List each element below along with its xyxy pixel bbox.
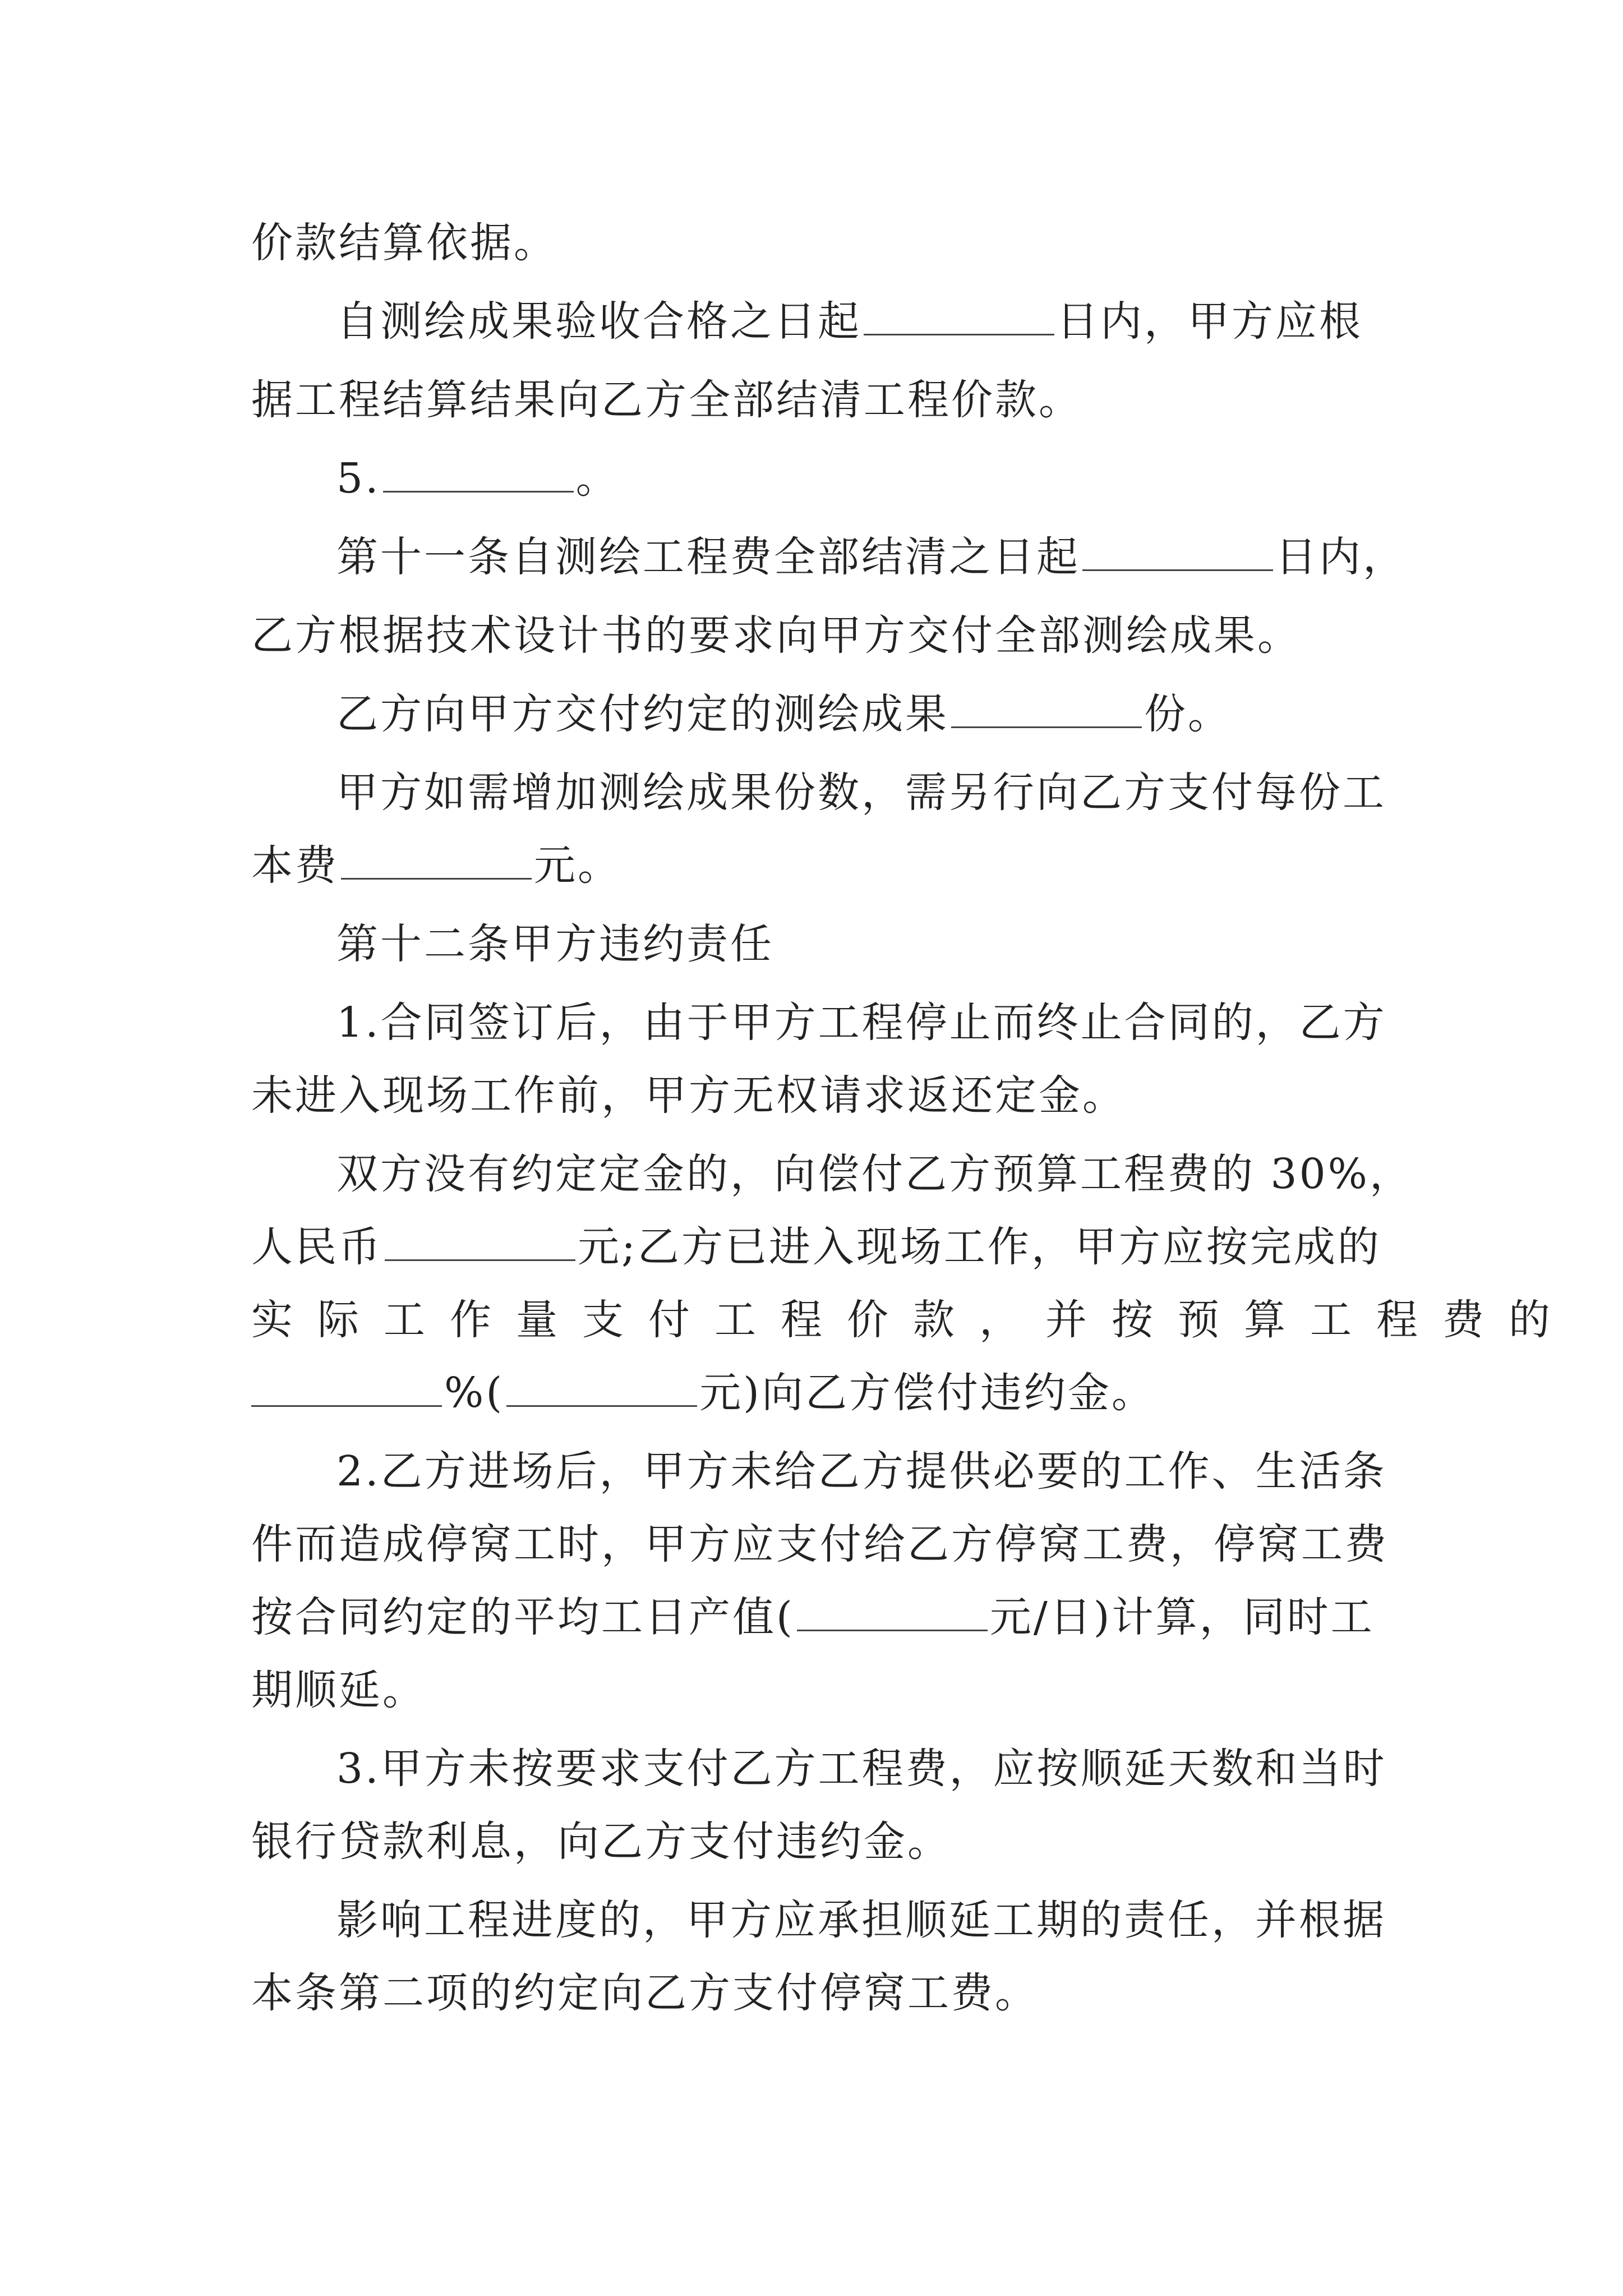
text-line xyxy=(251,1811,1381,1872)
text-span: 甲方如需增加测绘成果份数，需另行向乙方支付每份工 xyxy=(336,769,1386,817)
text-span: 2.乙方进场后，甲方未给乙方提供必要的工作、生活条 xyxy=(336,1447,1387,1496)
text-span: 3.甲方未按要求支付乙方工程费，应按顺延天数和当时 xyxy=(336,1745,1387,1793)
text-line xyxy=(336,1441,1387,1502)
text-span: 银行贷款利息，向乙方支付违约金。 xyxy=(251,1818,951,1866)
text-span: 元)向乙方偿付违约金。 xyxy=(699,1369,1156,1417)
text-line xyxy=(336,526,1407,588)
text-line xyxy=(336,291,1381,352)
fill-blank[interactable] xyxy=(506,1372,697,1407)
text-span: 1.合同签订后，由于甲方工程停止而终止合同的，乙方 xyxy=(336,999,1387,1047)
text-span: 件而造成停窝工时，甲方应支付给乙方停窝工费，停窝工费 xyxy=(251,1520,1389,1568)
text-line xyxy=(251,1216,1381,1278)
text-span: 份。 xyxy=(1144,690,1232,738)
fill-blank[interactable] xyxy=(385,1226,575,1261)
text-span: 元。 xyxy=(534,841,621,890)
text-line xyxy=(251,1586,1381,1648)
text-line-justified xyxy=(251,1289,1575,1351)
text-span: 实际工作量支付工程价款，并按预算工程费的 xyxy=(251,1296,1575,1344)
text-line xyxy=(336,913,1381,975)
text-line xyxy=(336,683,1381,745)
text-line xyxy=(336,1143,1413,1205)
fill-blank[interactable] xyxy=(864,300,1054,335)
text-span: 。 xyxy=(575,454,620,503)
text-line xyxy=(251,369,1381,431)
text-span: 元/日)计算，同时工 xyxy=(989,1593,1375,1641)
text-span: 元;乙方已进入现场工作，甲方应按完成的 xyxy=(578,1223,1381,1271)
text-span: 按合同约定的平均工日产值( xyxy=(251,1593,795,1641)
text-line xyxy=(336,1889,1386,1951)
text-span: 日内， xyxy=(1275,533,1407,581)
text-span: 第十二条甲方违约责任 xyxy=(336,920,774,968)
text-line xyxy=(336,448,1381,509)
text-span: 第十一条自测绘工程费全部结清之日起 xyxy=(336,533,1080,581)
text-span: 乙方根据技术设计书的要求向甲方交付全部测绘成果。 xyxy=(251,611,1301,660)
fill-blank[interactable] xyxy=(383,457,574,493)
fill-blank[interactable] xyxy=(797,1596,988,1631)
text-span: 人民币 xyxy=(251,1223,382,1271)
text-span: 期顺延。 xyxy=(251,1666,426,1714)
text-line xyxy=(336,992,1387,1053)
text-line xyxy=(251,605,1381,666)
fill-blank[interactable] xyxy=(341,844,532,880)
fill-blank[interactable] xyxy=(951,693,1142,728)
text-line xyxy=(251,835,1381,896)
text-line xyxy=(336,762,1386,823)
text-span: 本条第二项的约定向乙方支付停窝工费。 xyxy=(251,1969,1039,2017)
text-line xyxy=(336,1738,1387,1800)
text-span: %( xyxy=(444,1369,505,1417)
text-span: 5. xyxy=(336,454,381,503)
text-span: 乙方向甲方交付约定的测绘成果 xyxy=(336,690,949,738)
fill-blank[interactable] xyxy=(1082,536,1273,571)
fill-blank[interactable] xyxy=(251,1372,442,1407)
text-line xyxy=(251,1962,1381,2024)
text-line xyxy=(251,1362,1381,1424)
text-span: 价款结算依据。 xyxy=(251,219,557,267)
text-span: 本费 xyxy=(251,841,339,890)
text-span: 双方没有约定定金的，向偿付乙方预算工程费的 30%， xyxy=(336,1150,1413,1198)
text-span: 未进入现场工作前，甲方无权请求返还定金。 xyxy=(251,1071,1126,1120)
text-span: 日内，甲方应根 xyxy=(1057,297,1363,346)
text-line xyxy=(251,1659,1381,1721)
text-line xyxy=(251,1065,1381,1126)
text-span: 自测绘成果验收合格之日起 xyxy=(336,297,861,346)
text-span: 影响工程进度的，甲方应承担顺延工期的责任，并根据 xyxy=(336,1896,1386,1944)
text-span: 据工程结算结果向乙方全部结清工程价款。 xyxy=(251,376,1082,424)
text-line xyxy=(251,212,1381,274)
text-line xyxy=(251,1513,1389,1575)
